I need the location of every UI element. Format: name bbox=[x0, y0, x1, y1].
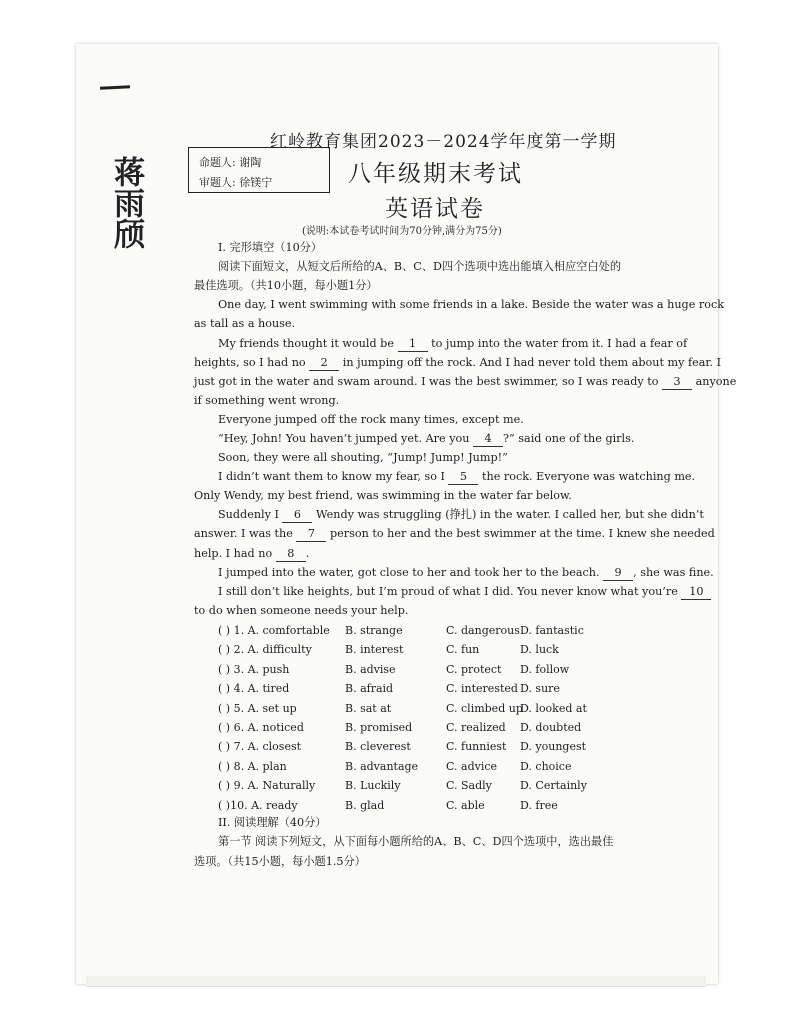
text: help. I had no bbox=[194, 547, 273, 560]
passage-line: if something went wrong. bbox=[194, 394, 340, 407]
section2-title: II. 阅读理解（40分） bbox=[218, 816, 327, 829]
setter-label: 命题人: 谢陶 bbox=[199, 156, 262, 169]
text: . bbox=[305, 547, 310, 560]
option-9-q: ( ) 9. A. Naturally bbox=[218, 779, 316, 793]
section1-instruction-2: 最佳选项。（共10小题，每小题1分） bbox=[194, 279, 378, 292]
option-7-q: ( ) 7. A. closest bbox=[218, 740, 302, 754]
passage-line: Only Wendy, my best friend, was swimming in the water far below. bbox=[194, 489, 572, 502]
passage-line: as tall as a house. bbox=[194, 317, 296, 330]
subject-title: 英语试卷 bbox=[385, 196, 485, 222]
option-5-d: D. looked at bbox=[520, 701, 587, 715]
option-2-d: D. luck bbox=[520, 643, 559, 657]
handwritten-char: 蒋雨颀 bbox=[108, 156, 144, 249]
option-3-c: C. protect bbox=[446, 662, 502, 676]
option-1-d: D. fantastic bbox=[520, 624, 584, 637]
blank-7: 7 bbox=[296, 527, 326, 542]
text: I didn’t want them to know my fear, so I bbox=[218, 470, 445, 483]
text: Wendy was struggling (挣扎) in the water. I called her, but she didn’t bbox=[316, 508, 704, 521]
option-7-c: C. funniest bbox=[446, 740, 507, 754]
option-9-b: B. Luckily bbox=[345, 779, 401, 793]
option-4-c: C. interested bbox=[446, 682, 518, 696]
text: anyone bbox=[695, 375, 737, 388]
text: I still don’t like heights, but I’m proud of what I did. You never know what you’re bbox=[218, 585, 678, 598]
option-6-d: D. doubted bbox=[520, 721, 582, 734]
passage-line bbox=[218, 470, 695, 485]
option-9-c: C. Sadly bbox=[446, 779, 492, 793]
text: to jump into the water from it. I had a fear of bbox=[431, 337, 688, 350]
blank-5: 5 bbox=[448, 470, 478, 485]
passage-line bbox=[218, 566, 714, 581]
handwritten-name bbox=[104, 156, 144, 249]
exam-note: (说明:本试卷考试时间为70分钟,满分为75分) bbox=[302, 226, 502, 237]
passage-line: Soon, they were all shouting, “Jump! Jump! Jump!” bbox=[218, 451, 508, 464]
text: just got in the water and swam around. I was the best swimmer, so I was ready to bbox=[194, 375, 659, 388]
option-1-b: B. strange bbox=[345, 624, 403, 637]
option-2-b: B. interest bbox=[345, 643, 404, 657]
school-title: 红岭教育集团2023－2024学年度第一学期 bbox=[270, 132, 617, 152]
blank-9: 9 bbox=[603, 566, 633, 581]
option-8-c: C. advice bbox=[446, 759, 498, 773]
option-3-b: B. advise bbox=[345, 662, 396, 676]
option-8-b: B. advantage bbox=[345, 759, 419, 773]
text: heights, so I had no bbox=[194, 356, 306, 369]
option-10-b: B. glad bbox=[345, 798, 385, 812]
author-box bbox=[188, 147, 330, 193]
option-5-c: C. climbed up bbox=[446, 701, 523, 715]
passage-line bbox=[218, 508, 704, 523]
option-4-d: D. sure bbox=[520, 682, 560, 696]
text: , she was fine. bbox=[633, 566, 714, 579]
option-8-d: D. choice bbox=[520, 759, 572, 773]
option-10-c: C. able bbox=[446, 798, 485, 812]
option-3-q: ( ) 3. A. push bbox=[218, 662, 290, 676]
passage-line bbox=[194, 356, 721, 371]
text: My friends thought it would be bbox=[218, 337, 394, 350]
option-6-q: ( ) 6. A. noticed bbox=[218, 721, 304, 734]
option-8-q: ( ) 8. A. plan bbox=[218, 759, 287, 773]
option-7-d: D. youngest bbox=[520, 740, 587, 754]
blank-8: 8 bbox=[276, 547, 306, 562]
option-6-c: C. realized bbox=[446, 721, 506, 734]
text: in jumping off the rock. And I had never told them about my fear. I bbox=[342, 356, 722, 369]
option-5-q: ( ) 5. A. set up bbox=[218, 701, 297, 715]
option-6-b: B. promised bbox=[345, 721, 413, 734]
passage-line bbox=[194, 527, 715, 542]
blank-10: 10 bbox=[681, 585, 711, 600]
blank-4: 4 bbox=[473, 432, 503, 447]
passage-line bbox=[194, 375, 736, 390]
option-5-b: B. sat at bbox=[345, 701, 392, 715]
option-10-q: ( )10. A. ready bbox=[218, 798, 298, 812]
passage-line bbox=[218, 337, 687, 352]
option-10-d: D. free bbox=[520, 798, 558, 812]
passage-line bbox=[194, 547, 309, 562]
text: ?” said one of the girls. bbox=[503, 432, 635, 445]
option-9-d: D. Certainly bbox=[520, 779, 587, 793]
option-2-q: ( ) 2. A. difficulty bbox=[218, 643, 312, 657]
section1-title: I. 完形填空（10分） bbox=[218, 241, 323, 254]
option-7-b: B. cleverest bbox=[345, 740, 411, 754]
blank-6: 6 bbox=[282, 508, 312, 523]
reviewer-label: 审题人: 徐镁宁 bbox=[199, 176, 273, 189]
passage-line bbox=[218, 432, 634, 447]
text: “Hey, John! You haven’t jumped yet. Are you bbox=[218, 432, 470, 445]
blank-2: 2 bbox=[309, 356, 339, 371]
option-3-d: D. follow bbox=[520, 662, 570, 676]
passage-line: One day, I went swimming with some friends in a lake. Beside the water was a huge rock bbox=[218, 298, 725, 311]
option-4-b: B. afraid bbox=[345, 682, 394, 696]
passage-line bbox=[218, 585, 711, 600]
text: the rock. Everyone was watching me. bbox=[482, 470, 696, 483]
sheet-bottom-edge bbox=[86, 976, 706, 987]
text: answer. I was the bbox=[194, 527, 293, 540]
text: Suddenly I bbox=[218, 508, 279, 521]
passage-line: Everyone jumped off the rock many times, except me. bbox=[218, 413, 524, 426]
section1-instruction: 阅读下面短文，从短文后所给的A、B、C、D四个选项中选出能填入相应空白处的 bbox=[218, 260, 622, 273]
section2-instruction-2: 选项。（共15小题，每小题1.5分） bbox=[194, 855, 366, 868]
section2-instruction: 第一节 阅读下列短文，从下面每小题所给的A、B、C、D四个选项中，选出最佳 bbox=[218, 835, 614, 848]
option-1-c: C. dangerous bbox=[446, 624, 520, 637]
option-4-q: ( ) 4. A. tired bbox=[218, 682, 290, 696]
blank-3: 3 bbox=[662, 375, 692, 390]
text: I jumped into the water, got close to her and took her to the beach. bbox=[218, 566, 600, 579]
text: person to her and the best swimmer at the time. I knew she needed bbox=[330, 527, 715, 540]
exam-title: 八年级期末考试 bbox=[348, 161, 523, 187]
passage-line: to do when someone needs your help. bbox=[194, 604, 409, 617]
option-2-c: C. fun bbox=[446, 643, 480, 657]
option-1-q: ( ) 1. A. comfortable bbox=[218, 624, 330, 637]
blank-1: 1 bbox=[398, 337, 428, 352]
